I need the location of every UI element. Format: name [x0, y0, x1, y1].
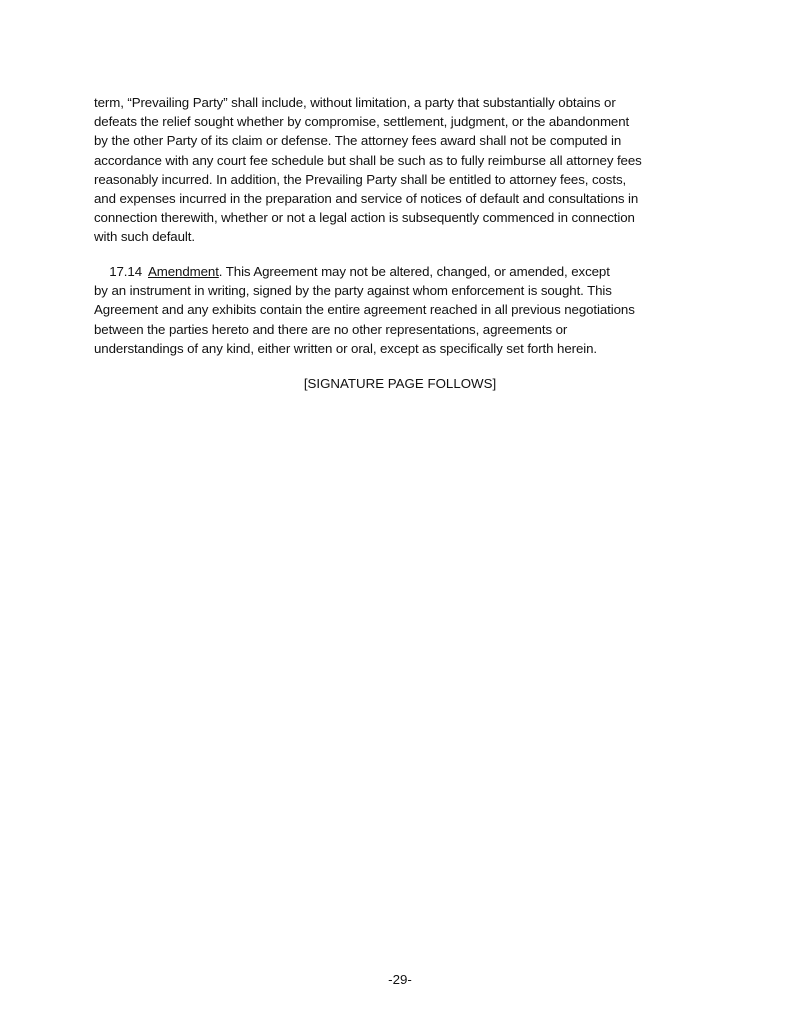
text-line: understandings of any kind, either written or oral, except as specifically set forth herein.: [94, 340, 597, 356]
text-line: by an instrument in writing, signed by the party against whom enforcement is sought. This: [94, 283, 612, 299]
text-line: accordance with any court fee schedule but shall be such as to fully reimburse all attorney fees: [94, 152, 642, 168]
page-number: -29-: [388, 972, 412, 987]
text-line: connection therewith, whether or not a legal action is subsequently commenced in connection: [94, 210, 635, 226]
section-number: 17.14: [109, 264, 142, 279]
text-line: by the other Party of its claim or defense. The attorney fees award shall not be computed in: [94, 133, 622, 149]
section-first-line-text: . This Agreement may not be altered, changed, or amended, except: [218, 264, 610, 279]
text-line: term, “Prevailing Party” shall include, without limitation, a party that substantially obtains or: [94, 95, 616, 110]
text-line: with such default.: [94, 229, 195, 245]
text-line: reasonably incurred. In addition, the Prevailing Party shall be entitled to attorney fees, costs,: [94, 171, 627, 187]
paragraph-prevailing-party: [94, 93, 699, 247]
text-line: Agreement and any exhibits contain the entire agreement reached in all previous negotiations: [94, 302, 635, 318]
text-line: and expenses incurred in the preparation and service of notices of default and consultations in: [94, 191, 639, 207]
section-first-line: [94, 262, 699, 281]
text-line: between the parties hereto and there are no other representations, agreements or: [94, 321, 568, 337]
section-17-14-amendment: [94, 262, 699, 358]
text-line: defeats the relief sought whether by compromise, settlement, judgment, or the abandonment: [94, 114, 630, 130]
signature-page-notice: [SIGNATURE PAGE FOLLOWS]: [303, 376, 497, 391]
section-heading: Amendment: [148, 264, 219, 279]
